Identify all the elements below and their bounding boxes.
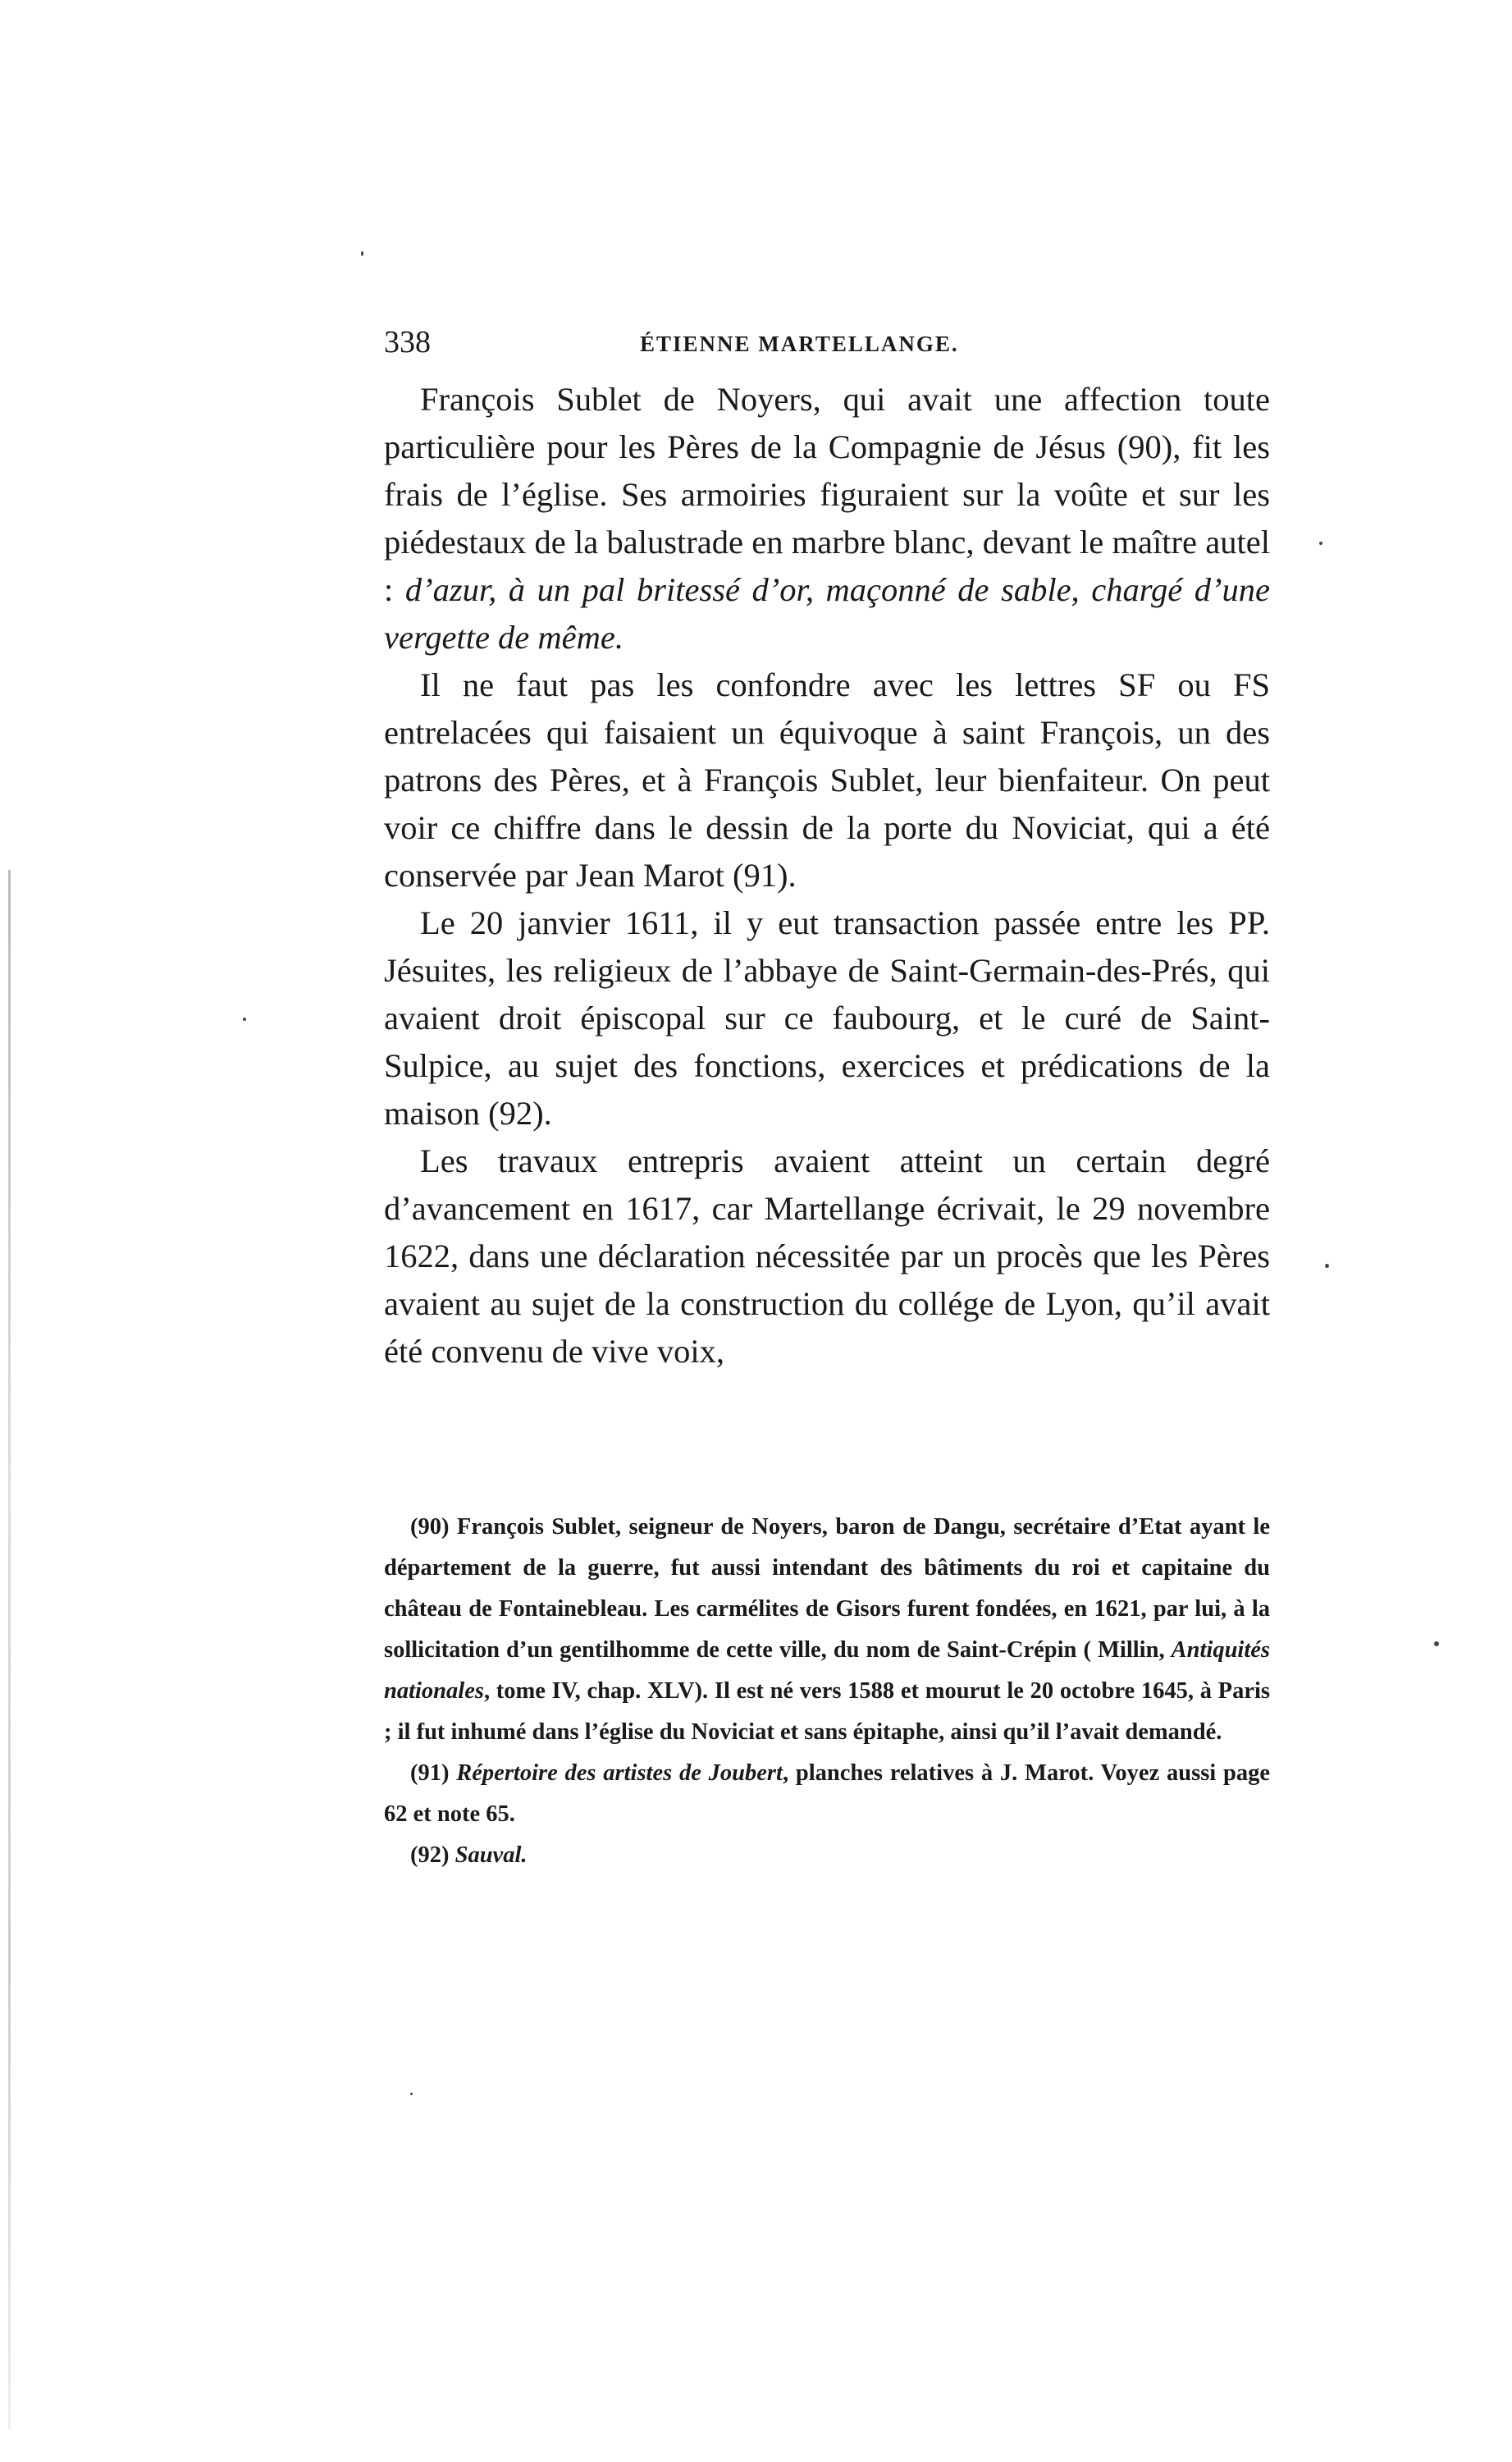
footnote-91 bbox=[384, 1753, 1270, 1835]
scan-speck bbox=[243, 1018, 246, 1021]
footnote-90-text-b: , tome IV, chap. XLV). Il est né vers 1588 et mourut le 20 octobre 1645, à Paris ; il fut inhumé dans l’église du Noviciat et sans épitaphe, ainsi qu’il l’avait demandé. bbox=[384, 1678, 1270, 1745]
footnote-91-text: , planches relatives à J. Marot. Voyez aussi page 62 et note 65. bbox=[384, 1760, 1270, 1827]
footnote-92 bbox=[384, 1835, 1270, 1876]
footnote-91-italic: Répertoire des artistes de Joubert bbox=[456, 1760, 783, 1786]
scan-speck bbox=[1319, 542, 1322, 545]
footnote-91-number: (91) bbox=[410, 1760, 457, 1786]
footnotes bbox=[384, 1507, 1270, 1876]
page-number: 338 bbox=[384, 325, 431, 359]
main-text bbox=[384, 376, 1270, 1375]
footnote-92-italic: Sauval. bbox=[455, 1842, 528, 1868]
footnote-90-text-a: (90) François Sublet, seigneur de Noyers, baron de Dangu, secrétaire d’Etat ayant le département de la guerre, fut aussi intendant des bâtiments du roi et capitaine du château de Fontainebleau. Les carmélites de Gisors furent fondées, en 1621, par lui, à la sollicitation d’un gentilhomme de cette ville, du nom de Saint-Crépin ( Millin, bbox=[384, 1514, 1270, 1663]
footnote-90-italic: Antiquités nationales bbox=[384, 1637, 1270, 1704]
scan-speck bbox=[1325, 1264, 1329, 1268]
footnote-92-number: (92) bbox=[410, 1842, 455, 1868]
paragraph-1-text: François Sublet de Noyers, qui avait une affection toute particulière pour les Pères de la Compagnie de Jésus (90), fit les frais de l’église. Ses armoiries figuraient sur la voûte et sur les piédestaux de la balustrade en marbre blanc, devant le maître autel : bbox=[384, 381, 1270, 608]
paragraph-2: Il ne faut pas les confondre avec les lettres SF ou FS entrelacées qui faisaient un équivoque à saint François, un des patrons des Pères, et à François Sublet, leur bienfaiteur. On peut voir ce chiffre dans le dessin de la porte du Noviciat, qui a été conservée par Jean Marot (91). bbox=[384, 666, 1270, 894]
paragraph-4: Les travaux entrepris avaient atteint un certain degré d’avancement en 1617, car Martellange écrivait, le 29 novembre 1622, dans une déclaration nécessitée par un procès que les Pères avaient au sujet de la construction du collége de Lyon, qu’il avait été convenu de vive voix, bbox=[384, 1142, 1270, 1370]
running-head: ÉTIENNE MARTELLANGE. bbox=[640, 332, 959, 356]
page-edge-shadow bbox=[8, 870, 11, 2429]
scan-speck bbox=[1434, 1641, 1439, 1646]
paragraph-1 bbox=[384, 376, 1270, 661]
footnote-90 bbox=[384, 1507, 1270, 1753]
blazon-text: d’azur, à un pal britessé d’or, maçonné de sable, chargé d’une vergette de même. bbox=[384, 571, 1270, 656]
scan-speck bbox=[410, 2093, 413, 2095]
scan-speck bbox=[361, 251, 363, 256]
page-header bbox=[384, 322, 1270, 363]
paragraph-3: Le 20 janvier 1611, il y eut transaction passée entre les PP. Jésuites, les religieux de l’abbaye de Saint-Germain-des-Prés, qui avaient droit épiscopal sur ce faubourg, et le curé de Saint-Sulpice, au sujet des fonctions, exercices et prédications de la maison (92). bbox=[384, 904, 1270, 1132]
